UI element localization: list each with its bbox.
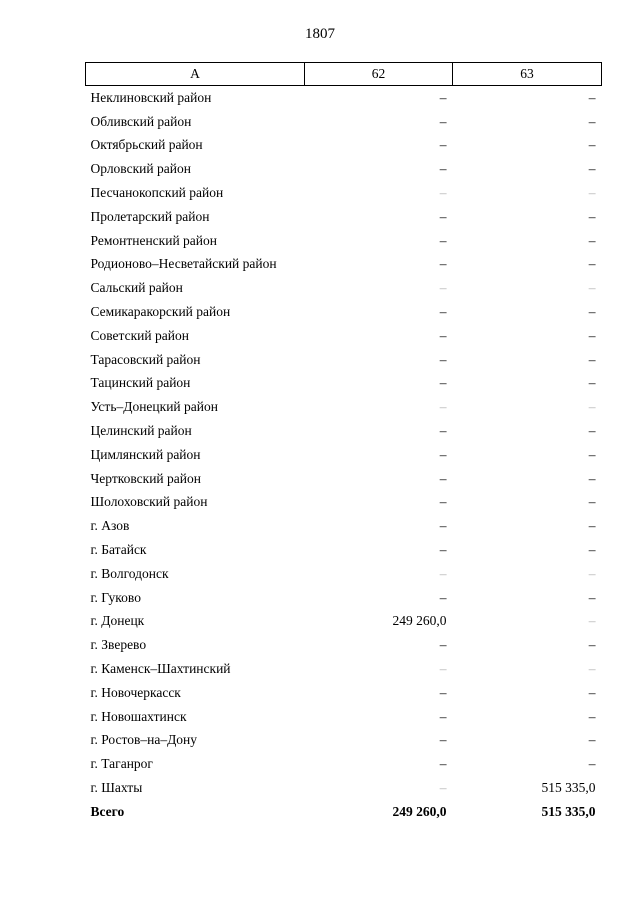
row-label: г. Гуково (90, 589, 141, 605)
row-label: Родионово–Несветайский район (90, 256, 277, 272)
row-label: Пролетарский район (90, 208, 210, 224)
row-label: Песчанокопский район (90, 185, 224, 201)
table-row (86, 467, 602, 491)
table-row (86, 348, 602, 372)
table-row (86, 181, 602, 205)
table-row (86, 752, 602, 776)
table-row (86, 514, 602, 538)
row-label: г. Новошахтинск (90, 708, 187, 724)
cell-col-62: – (439, 470, 447, 486)
cell-col-62: – (439, 518, 447, 534)
page-number: 1807 (305, 26, 335, 42)
data-table (85, 62, 602, 824)
cell-col-62: – (439, 732, 447, 748)
cell-col-63: – (588, 446, 596, 462)
table-row (86, 491, 602, 515)
cell-col-62: – (439, 542, 447, 558)
table-row (86, 300, 602, 324)
cell-col-62: – (439, 208, 447, 224)
table-row (86, 610, 602, 634)
cell-col-62: – (439, 113, 447, 129)
cell-col-62: – (439, 708, 447, 724)
cell-col-63: – (588, 399, 596, 415)
cell-col-63: – (588, 304, 596, 320)
table-row (86, 324, 602, 348)
table-row (86, 205, 602, 229)
row-label: Орловский район (90, 161, 191, 177)
table-row (86, 705, 602, 729)
cell-col-63: – (588, 232, 596, 248)
cell-col-62: – (439, 280, 447, 296)
cell-col-62: – (439, 661, 447, 677)
cell-col-62: – (439, 232, 447, 248)
row-label: Целинский район (90, 423, 192, 439)
cell-col-63: – (588, 89, 596, 105)
cell-col-63: – (588, 494, 596, 510)
row-label: Обливский район (90, 113, 192, 129)
cell-col-62: – (439, 589, 447, 605)
cell-col-62: – (439, 304, 447, 320)
table-row (86, 110, 602, 134)
cell-col-63: – (588, 708, 596, 724)
header-row (86, 63, 602, 86)
row-label: Сальский район (90, 280, 183, 296)
cell-col-63: – (588, 589, 596, 605)
cell-col-62: – (439, 185, 447, 201)
row-label: Неклиновский район (90, 89, 212, 105)
cell-col-63: – (588, 423, 596, 439)
cell-col-62: – (439, 327, 447, 343)
table-row (86, 419, 602, 443)
table-row (86, 586, 602, 610)
row-label: г. Азов (90, 518, 130, 534)
cell-col-63: – (588, 161, 596, 177)
cell-col-63: – (588, 613, 596, 629)
cell-col-62: – (439, 780, 447, 795)
table-row (86, 86, 602, 110)
cell-col-62: – (439, 89, 447, 105)
cell-col-62: – (439, 756, 447, 772)
cell-col-63: – (588, 375, 596, 391)
row-label: г. Шахты (90, 780, 143, 795)
total-col-63: 515 335,0 (541, 803, 596, 819)
cell-col-62: – (439, 684, 447, 700)
cell-col-63: – (588, 208, 596, 224)
row-label: Октябрьский район (90, 137, 203, 153)
table-row (86, 134, 602, 158)
row-label: Усть–Донецкий район (90, 399, 218, 415)
cell-col-63: – (588, 637, 596, 653)
table-row (86, 562, 602, 586)
header-col-a: А (86, 63, 305, 86)
cell-col-63: – (588, 327, 596, 343)
table-row (86, 633, 602, 657)
row-label: г. Новочеркасск (90, 684, 181, 700)
cell-col-62: – (439, 423, 447, 439)
table-row (86, 372, 602, 396)
cell-col-62: – (439, 494, 447, 510)
table-row (86, 253, 602, 277)
total-label: Всего (90, 803, 125, 819)
header-col-62: 62 (305, 63, 453, 86)
cell-col-63: – (588, 256, 596, 272)
cell-col-63: – (588, 542, 596, 558)
cell-col-63: – (588, 565, 596, 581)
table-row (86, 276, 602, 300)
table-row (86, 729, 602, 753)
row-label: г. Батайск (90, 542, 147, 558)
row-label: Чертковский район (90, 470, 201, 486)
cell-col-62: – (439, 256, 447, 272)
cell-col-62: – (439, 161, 447, 177)
row-label: Семикаракорский район (90, 304, 231, 320)
total-row (86, 800, 602, 824)
table-header (86, 63, 602, 86)
table-row (86, 776, 602, 800)
cell-col-63: – (588, 684, 596, 700)
table-row (86, 395, 602, 419)
cell-col-63: – (588, 185, 596, 201)
cell-col-62: – (439, 137, 447, 153)
cell-col-63: – (588, 280, 596, 296)
header-col-63: 63 (453, 63, 602, 86)
row-label: Шолоховский район (90, 494, 208, 510)
row-label: Советский район (90, 327, 189, 343)
row-label: г. Ростов–на–Дону (90, 732, 198, 748)
row-label: г. Таганрог (90, 756, 153, 772)
table-row (86, 229, 602, 253)
cell-col-63: – (588, 113, 596, 129)
cell-col-62: – (439, 399, 447, 415)
table-row (86, 157, 602, 181)
row-label: г. Донецк (90, 613, 145, 629)
table-row (86, 443, 602, 467)
cell-col-63: – (588, 137, 596, 153)
row-label: г. Каменск–Шахтинский (90, 661, 231, 677)
cell-col-62: – (439, 351, 447, 367)
row-label: Ремонтненский район (90, 232, 217, 248)
row-label: Цимлянский район (90, 446, 201, 462)
cell-col-63: – (588, 756, 596, 772)
cell-col-63: – (588, 732, 596, 748)
table-row (86, 681, 602, 705)
cell-col-63: – (588, 518, 596, 534)
cell-col-62: – (439, 446, 447, 462)
cell-col-63: 515 335,0 (541, 780, 596, 795)
cell-col-63: – (588, 470, 596, 486)
row-label: г. Зверево (90, 637, 147, 653)
table-row (86, 538, 602, 562)
cell-col-62: – (439, 565, 447, 581)
cell-col-63: – (588, 661, 596, 677)
table-body (86, 86, 602, 824)
cell-col-62: – (439, 637, 447, 653)
row-label: г. Волгодонск (90, 565, 169, 581)
cell-col-62: 249 260,0 (392, 613, 447, 629)
row-label: Тарасовский район (90, 351, 201, 367)
row-label: Тацинский район (90, 375, 191, 391)
cell-col-63: – (588, 351, 596, 367)
table-row (86, 657, 602, 681)
cell-col-62: – (439, 375, 447, 391)
total-col-62: 249 260,0 (392, 803, 447, 819)
